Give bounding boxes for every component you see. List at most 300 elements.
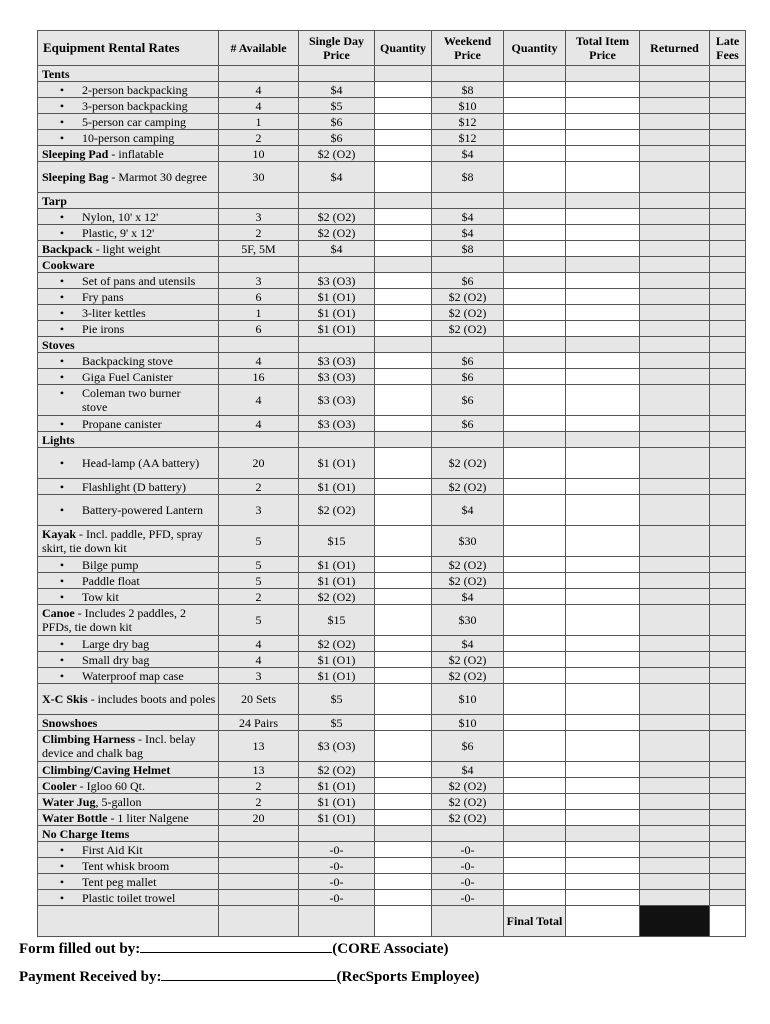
total-item-price-input[interactable] bbox=[566, 162, 640, 193]
item-name: Water Bottle bbox=[42, 810, 108, 825]
total-item-price-input[interactable] bbox=[566, 321, 640, 337]
returned-input[interactable] bbox=[640, 668, 710, 684]
total-item-price-input[interactable] bbox=[566, 557, 640, 573]
table-row bbox=[38, 794, 746, 810]
quantity-single-input[interactable] bbox=[375, 479, 432, 495]
returned-input bbox=[640, 337, 710, 353]
single-day-price: $2 (O2) bbox=[299, 225, 375, 241]
quantity-weekend-input[interactable] bbox=[504, 874, 566, 890]
table-row bbox=[38, 762, 746, 778]
total-item-price-input[interactable] bbox=[566, 479, 640, 495]
quantity-weekend-input bbox=[504, 337, 566, 353]
late-fees-input[interactable] bbox=[710, 890, 746, 906]
equipment-name-cell bbox=[38, 762, 219, 778]
quantity-weekend-input[interactable] bbox=[504, 557, 566, 573]
total-item-price-input[interactable] bbox=[566, 448, 640, 479]
single-day-price: $1 (O1) bbox=[299, 810, 375, 826]
total-item-price-input[interactable] bbox=[566, 684, 640, 715]
total-item-price-input[interactable] bbox=[566, 858, 640, 874]
bullet-icon: • bbox=[59, 503, 65, 517]
quantity-weekend-input[interactable] bbox=[504, 589, 566, 605]
bullet-icon: • bbox=[59, 652, 65, 667]
weekend-price: $2 (O2) bbox=[432, 794, 504, 810]
available-count: 4 bbox=[219, 353, 299, 369]
single-day-price: $6 bbox=[299, 114, 375, 130]
available-count: 4 bbox=[219, 82, 299, 98]
weekend-price: $2 (O2) bbox=[432, 652, 504, 668]
quantity-single-input[interactable] bbox=[375, 890, 432, 906]
quantity-weekend-input[interactable] bbox=[504, 605, 566, 636]
equipment-name-cell bbox=[38, 225, 219, 241]
final-late-fees-cell[interactable] bbox=[710, 906, 746, 937]
quantity-weekend-input[interactable] bbox=[504, 762, 566, 778]
quantity-single-input[interactable] bbox=[375, 416, 432, 432]
late-fees-input[interactable] bbox=[710, 321, 746, 337]
returned-input bbox=[640, 826, 710, 842]
late-fees-input[interactable] bbox=[710, 778, 746, 794]
returned-input[interactable] bbox=[640, 589, 710, 605]
single-day-price bbox=[299, 257, 375, 273]
quantity-single-input[interactable] bbox=[375, 731, 432, 762]
late-fees-input[interactable] bbox=[710, 130, 746, 146]
table-row bbox=[38, 130, 746, 146]
equipment-name-cell bbox=[38, 715, 219, 731]
total-item-price-input[interactable] bbox=[566, 385, 640, 416]
returned-input[interactable] bbox=[640, 684, 710, 715]
returned-input[interactable] bbox=[640, 225, 710, 241]
quantity-weekend-input[interactable] bbox=[504, 416, 566, 432]
quantity-single-input[interactable] bbox=[375, 778, 432, 794]
returned-input[interactable] bbox=[640, 573, 710, 589]
returned-input[interactable] bbox=[640, 652, 710, 668]
quantity-single-input[interactable] bbox=[375, 810, 432, 826]
weekend-price: $2 (O2) bbox=[432, 289, 504, 305]
returned-input[interactable] bbox=[640, 636, 710, 652]
returned-input[interactable] bbox=[640, 731, 710, 762]
quantity-weekend-input[interactable] bbox=[504, 810, 566, 826]
quantity-weekend-input[interactable] bbox=[504, 731, 566, 762]
returned-input[interactable] bbox=[640, 209, 710, 225]
total-item-price-input[interactable] bbox=[566, 82, 640, 98]
total-item-price-input[interactable] bbox=[566, 605, 640, 636]
weekend-price: $12 bbox=[432, 130, 504, 146]
total-item-price-input[interactable] bbox=[566, 241, 640, 257]
bullet-icon: • bbox=[59, 273, 65, 288]
total-item-price-input[interactable] bbox=[566, 526, 640, 557]
total-item-price-input[interactable] bbox=[566, 209, 640, 225]
late-fees-input[interactable] bbox=[710, 479, 746, 495]
quantity-weekend-input bbox=[504, 257, 566, 273]
available-count: 5 bbox=[219, 605, 299, 636]
equipment-name-cell bbox=[38, 448, 219, 479]
quantity-single-input[interactable] bbox=[375, 82, 432, 98]
available-count: 2 bbox=[219, 794, 299, 810]
returned-input bbox=[640, 193, 710, 209]
single-day-price: $3 (O3) bbox=[299, 353, 375, 369]
returned-input[interactable] bbox=[640, 353, 710, 369]
quantity-single-input[interactable] bbox=[375, 305, 432, 321]
quantity-single-input[interactable] bbox=[375, 589, 432, 605]
table-row bbox=[38, 526, 746, 557]
quantity-weekend-input[interactable] bbox=[504, 858, 566, 874]
single-day-price: $1 (O1) bbox=[299, 321, 375, 337]
returned-input[interactable] bbox=[640, 273, 710, 289]
late-fees-input[interactable] bbox=[710, 874, 746, 890]
returned-input[interactable] bbox=[640, 146, 710, 162]
quantity-single-input[interactable] bbox=[375, 715, 432, 731]
total-item-price-input[interactable] bbox=[566, 794, 640, 810]
late-fees-input[interactable] bbox=[710, 842, 746, 858]
returned-input[interactable] bbox=[640, 321, 710, 337]
quantity-single-input[interactable] bbox=[375, 557, 432, 573]
quantity-weekend-input[interactable] bbox=[504, 778, 566, 794]
late-fees-input[interactable] bbox=[710, 369, 746, 385]
table-row bbox=[38, 114, 746, 130]
quantity-single-input[interactable] bbox=[375, 652, 432, 668]
single-day-price: $3 (O3) bbox=[299, 416, 375, 432]
total-row-empty-cell bbox=[375, 906, 432, 937]
table-row bbox=[38, 305, 746, 321]
category-label: Lights bbox=[42, 432, 75, 447]
total-item-price-input[interactable] bbox=[566, 146, 640, 162]
returned-input[interactable] bbox=[640, 715, 710, 731]
quantity-single-input[interactable] bbox=[375, 526, 432, 557]
item-name: Water Jug bbox=[42, 794, 96, 809]
item-name: Climbing Harness bbox=[42, 732, 136, 746]
late-fees-input[interactable] bbox=[710, 557, 746, 573]
equipment-name-cell bbox=[38, 684, 219, 715]
total-item-price-input[interactable] bbox=[566, 762, 640, 778]
quantity-single-input[interactable] bbox=[375, 353, 432, 369]
equipment-name-cell bbox=[38, 289, 219, 305]
returned-input bbox=[640, 66, 710, 82]
late-fees-input[interactable] bbox=[710, 241, 746, 257]
late-fees-input[interactable] bbox=[710, 385, 746, 416]
total-item-price-input[interactable] bbox=[566, 589, 640, 605]
quantity-weekend-input[interactable] bbox=[504, 526, 566, 557]
returned-input[interactable] bbox=[640, 605, 710, 636]
weekend-price: $8 bbox=[432, 241, 504, 257]
returned-input[interactable] bbox=[640, 241, 710, 257]
total-item-price-input[interactable] bbox=[566, 495, 640, 526]
weekend-price: $4 bbox=[432, 495, 504, 526]
quantity-single-input[interactable] bbox=[375, 241, 432, 257]
single-day-price: $4 bbox=[299, 162, 375, 193]
late-fees-input[interactable] bbox=[710, 225, 746, 241]
quantity-single-input[interactable] bbox=[375, 162, 432, 193]
quantity-weekend-input[interactable] bbox=[504, 495, 566, 526]
returned-input[interactable] bbox=[640, 762, 710, 778]
quantity-single-input[interactable] bbox=[375, 114, 432, 130]
available-count bbox=[219, 858, 299, 874]
returned-input[interactable] bbox=[640, 810, 710, 826]
total-item-price-input[interactable] bbox=[566, 731, 640, 762]
quantity-weekend-input[interactable] bbox=[504, 305, 566, 321]
payment-received-signature-field[interactable] bbox=[161, 966, 336, 981]
quantity-single-input[interactable] bbox=[375, 794, 432, 810]
single-day-price: $3 (O3) bbox=[299, 385, 375, 416]
payment-received-by-line bbox=[19, 966, 479, 986]
late-fees-input[interactable] bbox=[710, 448, 746, 479]
quantity-weekend-input[interactable] bbox=[504, 842, 566, 858]
returned-input[interactable] bbox=[640, 416, 710, 432]
form-filled-signature-field[interactable] bbox=[140, 938, 332, 953]
quantity-single-input[interactable] bbox=[375, 321, 432, 337]
quantity-weekend-input[interactable] bbox=[504, 289, 566, 305]
quantity-single-input[interactable] bbox=[375, 605, 432, 636]
late-fees-input[interactable] bbox=[710, 416, 746, 432]
item-description: - Incl. belay device and chalk bag bbox=[42, 732, 196, 760]
quantity-weekend-input[interactable] bbox=[504, 652, 566, 668]
quantity-weekend-input[interactable] bbox=[504, 162, 566, 193]
returned-input[interactable] bbox=[640, 98, 710, 114]
returned-input[interactable] bbox=[640, 114, 710, 130]
quantity-single-input[interactable] bbox=[375, 385, 432, 416]
returned-input[interactable] bbox=[640, 479, 710, 495]
total-item-price-input[interactable] bbox=[566, 369, 640, 385]
late-fees-input[interactable] bbox=[710, 589, 746, 605]
quantity-single-input[interactable] bbox=[375, 495, 432, 526]
quantity-weekend-input[interactable] bbox=[504, 241, 566, 257]
quantity-weekend-input[interactable] bbox=[504, 273, 566, 289]
quantity-single-input[interactable] bbox=[375, 273, 432, 289]
equipment-name-cell bbox=[38, 162, 219, 193]
single-day-price: $5 bbox=[299, 715, 375, 731]
late-fees-input[interactable] bbox=[710, 652, 746, 668]
quantity-weekend-input[interactable] bbox=[504, 890, 566, 906]
total-item-price-input[interactable] bbox=[566, 636, 640, 652]
item-name: Backpack bbox=[42, 241, 93, 256]
available-count: 13 bbox=[219, 762, 299, 778]
total-item-price-input[interactable] bbox=[566, 353, 640, 369]
equipment-name-cell bbox=[38, 193, 219, 209]
late-fees-input[interactable] bbox=[710, 794, 746, 810]
equipment-name-cell bbox=[38, 794, 219, 810]
payment-received-role: (RecSports Employee) bbox=[336, 969, 480, 985]
weekend-price: $2 (O2) bbox=[432, 557, 504, 573]
late-fees-input[interactable] bbox=[710, 605, 746, 636]
late-fees-input[interactable] bbox=[710, 305, 746, 321]
late-fees-input[interactable] bbox=[710, 573, 746, 589]
total-item-price-input bbox=[566, 193, 640, 209]
single-day-price: $1 (O1) bbox=[299, 573, 375, 589]
returned-input[interactable] bbox=[640, 842, 710, 858]
returned-input[interactable] bbox=[640, 130, 710, 146]
total-item-price-input[interactable] bbox=[566, 130, 640, 146]
quantity-weekend-input[interactable] bbox=[504, 369, 566, 385]
late-fees-input[interactable] bbox=[710, 98, 746, 114]
late-fees-input[interactable] bbox=[710, 715, 746, 731]
quantity-weekend-input[interactable] bbox=[504, 98, 566, 114]
quantity-single-input[interactable] bbox=[375, 225, 432, 241]
returned-input[interactable] bbox=[640, 162, 710, 193]
total-row-empty-cell bbox=[38, 906, 219, 937]
single-day-price: $1 (O1) bbox=[299, 557, 375, 573]
header-returned: Returned bbox=[640, 31, 710, 66]
total-item-price-input[interactable] bbox=[566, 890, 640, 906]
weekend-price bbox=[432, 66, 504, 82]
quantity-single-input[interactable] bbox=[375, 146, 432, 162]
quantity-weekend-input[interactable] bbox=[504, 448, 566, 479]
category-row bbox=[38, 826, 746, 842]
available-count bbox=[219, 874, 299, 890]
category-row bbox=[38, 193, 746, 209]
equipment-name-cell bbox=[38, 731, 219, 762]
total-item-price-input[interactable] bbox=[566, 305, 640, 321]
quantity-single-input[interactable] bbox=[375, 874, 432, 890]
single-day-price bbox=[299, 66, 375, 82]
total-item-price-input[interactable] bbox=[566, 225, 640, 241]
quantity-weekend-input[interactable] bbox=[504, 146, 566, 162]
quantity-weekend-input[interactable] bbox=[504, 82, 566, 98]
returned-input[interactable] bbox=[640, 385, 710, 416]
late-fees-input[interactable] bbox=[710, 526, 746, 557]
late-fees-input[interactable] bbox=[710, 636, 746, 652]
total-item-price-input[interactable] bbox=[566, 778, 640, 794]
quantity-single-input[interactable] bbox=[375, 858, 432, 874]
quantity-weekend-input[interactable] bbox=[504, 684, 566, 715]
table-row bbox=[38, 890, 746, 906]
table-row bbox=[38, 589, 746, 605]
returned-input[interactable] bbox=[640, 289, 710, 305]
total-item-price-input[interactable] bbox=[566, 273, 640, 289]
total-item-price-input[interactable] bbox=[566, 842, 640, 858]
total-item-price-input bbox=[566, 826, 640, 842]
total-item-price-input[interactable] bbox=[566, 874, 640, 890]
quantity-single-input[interactable] bbox=[375, 573, 432, 589]
item-description: - inflatable bbox=[108, 146, 164, 161]
equipment-name-cell bbox=[38, 114, 219, 130]
late-fees-input[interactable] bbox=[710, 114, 746, 130]
final-total-cell[interactable] bbox=[566, 906, 640, 937]
single-day-price: $5 bbox=[299, 98, 375, 114]
table-row bbox=[38, 557, 746, 573]
equipment-name-cell bbox=[38, 66, 219, 82]
late-fees-input[interactable] bbox=[710, 82, 746, 98]
equipment-name-cell bbox=[38, 858, 219, 874]
total-item-price-input[interactable] bbox=[566, 652, 640, 668]
quantity-single-input[interactable] bbox=[375, 762, 432, 778]
total-item-price-input[interactable] bbox=[566, 416, 640, 432]
quantity-single-input[interactable] bbox=[375, 842, 432, 858]
item-label: 10-person camping bbox=[82, 130, 175, 145]
total-item-price-input[interactable] bbox=[566, 810, 640, 826]
late-fees-input[interactable] bbox=[710, 858, 746, 874]
quantity-single-input[interactable] bbox=[375, 289, 432, 305]
returned-input[interactable] bbox=[640, 448, 710, 479]
bullet-icon: • bbox=[59, 209, 65, 224]
quantity-weekend-input[interactable] bbox=[504, 715, 566, 731]
weekend-price: $6 bbox=[432, 369, 504, 385]
total-item-price-input[interactable] bbox=[566, 715, 640, 731]
single-day-price: $15 bbox=[299, 526, 375, 557]
quantity-weekend-input[interactable] bbox=[504, 479, 566, 495]
returned-input[interactable] bbox=[640, 305, 710, 321]
quantity-single-input[interactable] bbox=[375, 636, 432, 652]
total-item-price-input[interactable] bbox=[566, 98, 640, 114]
late-fees-input[interactable] bbox=[710, 162, 746, 193]
total-item-price-input[interactable] bbox=[566, 114, 640, 130]
quantity-weekend-input[interactable] bbox=[504, 353, 566, 369]
equipment-name-cell bbox=[38, 495, 219, 526]
late-fees-input[interactable] bbox=[710, 668, 746, 684]
quantity-weekend-input[interactable] bbox=[504, 794, 566, 810]
returned-input[interactable] bbox=[640, 778, 710, 794]
weekend-price: $6 bbox=[432, 416, 504, 432]
returned-input[interactable] bbox=[640, 874, 710, 890]
late-fees-input[interactable] bbox=[710, 684, 746, 715]
total-item-price-input[interactable] bbox=[566, 668, 640, 684]
returned-input[interactable] bbox=[640, 526, 710, 557]
equipment-name-cell bbox=[38, 257, 219, 273]
quantity-single-input[interactable] bbox=[375, 209, 432, 225]
equipment-name-cell bbox=[38, 652, 219, 668]
late-fees-input[interactable] bbox=[710, 209, 746, 225]
returned-input[interactable] bbox=[640, 82, 710, 98]
available-count: 20 bbox=[219, 810, 299, 826]
returned-input[interactable] bbox=[640, 495, 710, 526]
quantity-single-input[interactable] bbox=[375, 130, 432, 146]
item-label: Set of pans and utensils bbox=[82, 273, 196, 288]
returned-input[interactable] bbox=[640, 557, 710, 573]
quantity-weekend-input[interactable] bbox=[504, 636, 566, 652]
quantity-weekend-input[interactable] bbox=[504, 321, 566, 337]
late-fees-input[interactable] bbox=[710, 762, 746, 778]
quantity-single-input[interactable] bbox=[375, 684, 432, 715]
table-row bbox=[38, 241, 746, 257]
quantity-weekend-input[interactable] bbox=[504, 209, 566, 225]
bullet-icon: • bbox=[59, 668, 65, 683]
item-label: Backpacking stove bbox=[82, 353, 173, 368]
item-label: Tent peg mallet bbox=[82, 874, 157, 889]
equipment-name-cell bbox=[38, 605, 219, 636]
late-fees-input[interactable] bbox=[710, 289, 746, 305]
bullet-icon: • bbox=[59, 573, 65, 588]
category-label: Tarp bbox=[42, 193, 67, 208]
quantity-single-input[interactable] bbox=[375, 668, 432, 684]
late-fees-input[interactable] bbox=[710, 495, 746, 526]
quantity-weekend-input[interactable] bbox=[504, 225, 566, 241]
item-label: Coleman two burner stove bbox=[82, 386, 181, 414]
total-item-price-input[interactable] bbox=[566, 289, 640, 305]
quantity-weekend-input[interactable] bbox=[504, 130, 566, 146]
single-day-price bbox=[299, 826, 375, 842]
late-fees-input[interactable] bbox=[710, 353, 746, 369]
single-day-price: $1 (O1) bbox=[299, 479, 375, 495]
quantity-weekend-input[interactable] bbox=[504, 668, 566, 684]
table-row bbox=[38, 605, 746, 636]
late-fees-input[interactable] bbox=[710, 810, 746, 826]
quantity-single-input[interactable] bbox=[375, 369, 432, 385]
late-fees-input[interactable] bbox=[710, 273, 746, 289]
returned-input[interactable] bbox=[640, 369, 710, 385]
total-item-price-input[interactable] bbox=[566, 573, 640, 589]
weekend-price: $2 (O2) bbox=[432, 810, 504, 826]
quantity-weekend-input[interactable] bbox=[504, 114, 566, 130]
late-fees-input[interactable] bbox=[710, 731, 746, 762]
table-row bbox=[38, 273, 746, 289]
quantity-weekend-input[interactable] bbox=[504, 573, 566, 589]
quantity-single-input[interactable] bbox=[375, 448, 432, 479]
available-count: 3 bbox=[219, 668, 299, 684]
returned-input[interactable] bbox=[640, 890, 710, 906]
returned-input[interactable] bbox=[640, 794, 710, 810]
late-fees-input[interactable] bbox=[710, 146, 746, 162]
quantity-weekend-input[interactable] bbox=[504, 385, 566, 416]
table-row bbox=[38, 684, 746, 715]
quantity-single-input[interactable] bbox=[375, 98, 432, 114]
returned-input[interactable] bbox=[640, 858, 710, 874]
